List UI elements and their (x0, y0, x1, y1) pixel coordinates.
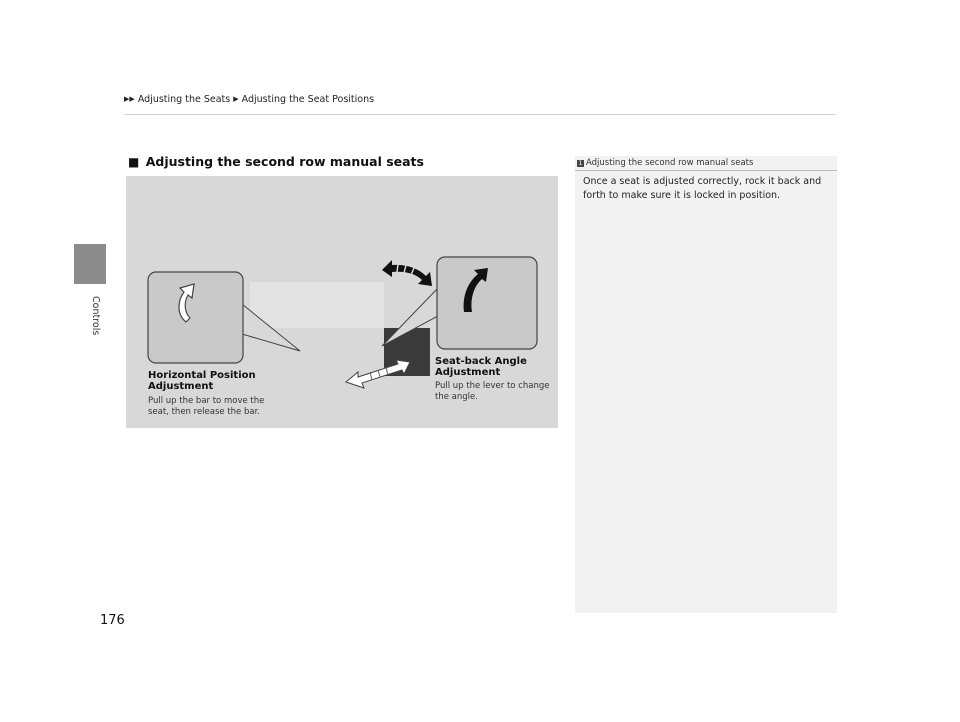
seat-cushion-shape (250, 282, 384, 328)
side-note-header (575, 156, 837, 171)
page-number: 176 (100, 613, 125, 628)
square-bullet-icon: ■ (128, 155, 140, 169)
breadcrumb-item[interactable]: Adjusting the Seats (137, 94, 231, 105)
breadcrumb-arrow-icon: ▶ (129, 95, 135, 103)
section-heading (128, 154, 424, 169)
horizontal-callout-box (148, 272, 243, 363)
header-divider (124, 114, 836, 115)
horizontal-adjustment-description: Pull up the bar to move the seat, then release the bar. (148, 396, 265, 417)
double-arrow-recline-icon (382, 260, 432, 286)
side-note-body: Once a seat is adjusted correctly, rock it back and forth to make sure it is locked in position. (583, 176, 822, 201)
breadcrumb-arrow-icon: ▶ (124, 95, 130, 103)
breadcrumb-item[interactable]: Adjusting the Seat Positions (241, 94, 375, 105)
seat-illustration (126, 176, 558, 428)
side-note-title (577, 158, 753, 168)
breadcrumb-arrow-icon: ▶ (233, 95, 239, 103)
reference-icon: 1 (578, 160, 583, 167)
breadcrumb (124, 94, 374, 105)
section-heading-text: Adjusting the second row manual seats (145, 154, 424, 169)
seatback-adjustment-title: Seat-back Angle Adjustment (435, 356, 527, 378)
side-note-title-text: Adjusting the second row manual seats (586, 158, 754, 168)
horizontal-adjustment-title: Horizontal Position Adjustment (148, 370, 256, 392)
seatback-adjustment-description: Pull up the lever to change the angle. (435, 381, 550, 402)
chapter-tab (74, 244, 106, 284)
chapter-label: Controls (90, 296, 101, 336)
side-note-panel (575, 156, 837, 613)
